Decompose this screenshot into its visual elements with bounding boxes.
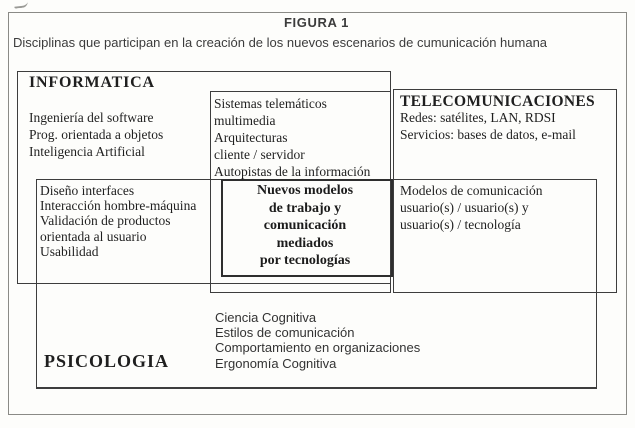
informatica-list — [29, 109, 163, 160]
list-item: Autopistas de la información — [214, 164, 371, 179]
list-item: Diseño interfaces — [40, 183, 135, 198]
list-item: Sistemas telemáticos — [214, 96, 327, 111]
informatica-telecom-overlap-list — [214, 95, 370, 180]
telecom-psicologia-overlap-list — [400, 182, 542, 233]
list-item: Redes: satélites, LAN, RDSI — [400, 110, 556, 125]
list-item: Ciencia Cognitiva — [215, 310, 317, 325]
core-line: mediados — [276, 235, 334, 251]
list-item: Inteligencia Artificial — [29, 144, 145, 159]
list-item: usuario(s) / tecnología — [400, 217, 521, 232]
list-item: Estilos de comunicación — [215, 325, 355, 341]
informatica-title: INFORMATICA — [29, 74, 155, 91]
list-item: Usabilidad — [40, 243, 99, 259]
core-line: por tecnologías — [259, 253, 351, 269]
list-item: Servicios: bases de datos, e-mail — [400, 127, 576, 142]
list-item: Prog. orientada a objetos — [29, 127, 164, 142]
core-line: de trabajo y — [268, 200, 342, 216]
list-item: multimedia — [214, 113, 276, 128]
core-line: Nuevos modelos — [256, 183, 354, 198]
list-item: orientada al usuario — [40, 228, 147, 244]
telecomunicaciones-title: TELECOMUNICACIONES — [400, 93, 595, 110]
list-item: Modelos de comunicación — [400, 183, 543, 198]
figure-caption: Disciplinas que participan en la creación de los nuevos escenarios de cumunicación humana — [13, 35, 548, 50]
scan-artifact-mark — [14, 0, 29, 8]
psicologia-title: PSICOLOGIA — [44, 351, 170, 371]
list-item: Arquitecturas — [214, 130, 288, 145]
list-item: usuario(s) / usuario(s) y — [400, 200, 529, 215]
core-intersection-text — [221, 182, 389, 270]
list-item: Ingeniería del software — [29, 110, 154, 125]
list-item: Ergonomía Cognitiva — [215, 355, 337, 371]
core-line: comunicación — [263, 218, 347, 234]
psicologia-list — [215, 310, 420, 371]
list-item: Interacción hombre-máquina — [40, 198, 197, 214]
telecomunicaciones-list — [400, 109, 576, 143]
list-item: cliente / servidor — [214, 147, 305, 162]
list-item: Validación de productos — [40, 213, 171, 229]
list-item: Comportamiento en organizaciones — [215, 340, 421, 356]
informatica-psicologia-overlap-list — [40, 183, 196, 259]
figure-label: FIGURA 1 — [284, 15, 349, 30]
